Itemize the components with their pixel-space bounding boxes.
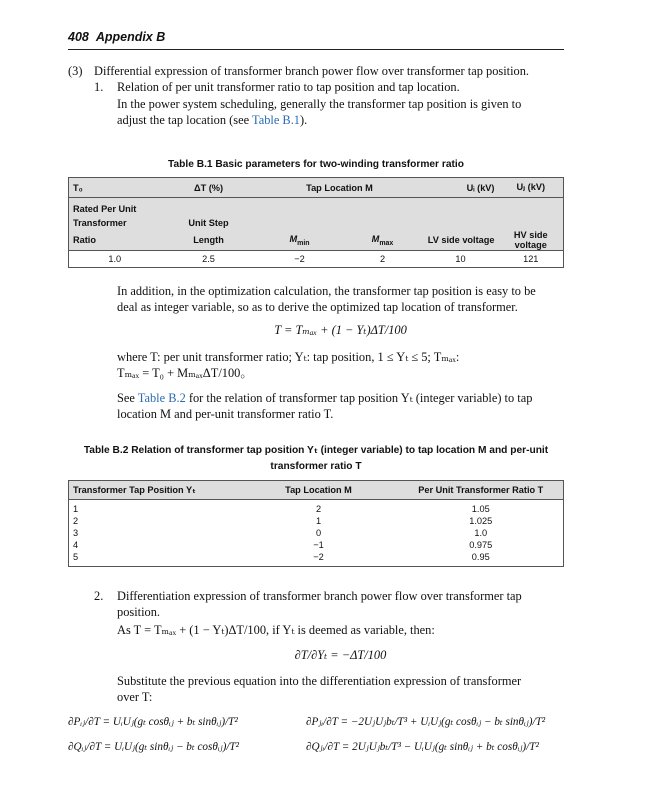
item-1-text-line-2 bbox=[117, 112, 307, 128]
table-b2-caption-line-2: transformer ratio T bbox=[270, 461, 362, 472]
table-cell: −2 bbox=[257, 251, 343, 268]
running-header bbox=[68, 30, 165, 44]
table-b1-mmin-label: $M_{min}$ bbox=[257, 230, 343, 251]
table-b1-unit-step-label-2: Length bbox=[161, 230, 257, 251]
table-b1-header-row bbox=[69, 178, 564, 198]
table-row: 2 1 1.025 bbox=[73, 516, 493, 526]
table-b1-rated-label-2: Transformer bbox=[69, 216, 161, 230]
table-b2-header-tap-location: Tap Location M bbox=[239, 481, 399, 500]
section-3-number: (3) bbox=[68, 64, 83, 78]
table-b1-unit-step-label-1: Unit Step bbox=[161, 216, 257, 230]
table-b1-header-delta-t: ΔT (%) bbox=[161, 178, 257, 198]
table-b1-lv-label: LV side voltage bbox=[423, 230, 499, 251]
item-2-line-1: Differentiation expression of transformer branch power flow over transformer tap bbox=[117, 589, 522, 603]
table-cell: 2 bbox=[343, 251, 423, 268]
table-b2-caption-line-1: Table B.2 Relation of transformer tap position Yₜ (integer variable) to tap location M and per-unit bbox=[83, 445, 549, 456]
header-rule bbox=[68, 49, 564, 50]
table-row: 5 −2 0.95 bbox=[73, 552, 490, 562]
item-1-number: 1. bbox=[94, 80, 104, 94]
item-2-line-4: Substitute the previous equation into the differentiation expression of transformer bbox=[117, 674, 522, 688]
table-b1-header-t0: T₀ bbox=[69, 178, 161, 198]
table-b1-rated-label-3: Ratio bbox=[69, 230, 161, 251]
item-1-text-line-1: In the power system scheduling, generally the transformer tap position is given to bbox=[117, 97, 522, 111]
table-row: 4 −1 0.975 bbox=[73, 540, 493, 550]
table-b1-subheader-row-1 bbox=[69, 198, 564, 217]
table-b2-header-ratio: Per Unit Transformer Ratio T bbox=[399, 481, 564, 500]
equation-dpji: ∂Pⱼᵢ/∂T = −2UⱼUⱼbₜ/T³ + UᵢUⱼ(gₜ cosθᵢⱼ − bₜ sinθᵢⱼ)/T² bbox=[306, 716, 546, 728]
item-1-title: Relation of per unit transformer ratio to tap position and tap location. bbox=[117, 80, 460, 94]
where-line-2: Tₘₐₓ = T₀ + MₘₐₓΔT/100。 bbox=[117, 366, 253, 380]
equation-dqij: ∂Qᵢⱼ/∂T = UᵢUⱼ(gₜ sinθᵢⱼ − bₜ cosθᵢⱼ)/T² bbox=[68, 741, 240, 753]
where-line-1: where T: per unit transformer ratio; Yₜ: tap position, 1 ≤ Yₜ ≤ 5; Tₘₐₓ: bbox=[117, 350, 460, 364]
table-b2-header-row bbox=[69, 481, 564, 500]
table-cell: 121 bbox=[499, 251, 564, 268]
table-b1-data-row bbox=[69, 251, 564, 268]
table-b1-caption: Table B.1 Basic parameters for two-winding transformer ratio bbox=[168, 159, 464, 170]
header-title: Appendix B bbox=[95, 30, 166, 44]
para-2-line-1: In addition, in the optimization calculation, the transformer tap position is easy to be bbox=[117, 284, 536, 298]
table-b1-subheader-row-3 bbox=[69, 230, 564, 251]
equation-dpij: ∂Pᵢⱼ/∂T = UᵢUⱼ(gₜ cosθᵢⱼ + bₜ sinθᵢⱼ)/T² bbox=[68, 716, 238, 728]
item-2-line-2: position. bbox=[117, 605, 161, 619]
table-b2 bbox=[68, 480, 564, 567]
table-cell: 1.0 bbox=[69, 251, 161, 268]
table-row: 3 0 1.0 bbox=[73, 528, 488, 538]
equation-dqji: ∂Qⱼᵢ/∂T = 2UⱼUⱼbₜ/T³ − UᵢUⱼ(gₜ sinθᵢⱼ + bₜ cosθᵢⱼ)/T² bbox=[306, 741, 539, 753]
item-1-text-prefix: adjust the tap location (see bbox=[117, 113, 252, 127]
item-2-line-3: As T = Tₘₐₓ + (1 − Yₜ)ΔT/100, if Yₜ is deemed as variable, then: bbox=[117, 623, 435, 637]
table-b1-link[interactable]: Table B.1 bbox=[252, 113, 300, 127]
equation-dt-dy: ∂T/∂Yₜ = −ΔT/100 bbox=[294, 648, 387, 662]
equation-t: T = Tₘₐₓ + (1 − Yₜ)ΔT/100 bbox=[274, 323, 407, 337]
item-2-number: 2. bbox=[94, 589, 104, 603]
see-table-line-1: See Table B.2 for the relation of transformer tap position Yₜ (integer variable) to tap bbox=[117, 391, 533, 405]
table-b2-header-tap-position: Transformer Tap Position Yₜ bbox=[69, 481, 239, 500]
page-number: 408 bbox=[68, 30, 89, 44]
table-b1-header-tap-location: Tap Location M bbox=[257, 178, 423, 198]
table-cell: 2.5 bbox=[161, 251, 257, 268]
table-b1 bbox=[68, 177, 564, 268]
section-3-title: Differential expression of transformer branch power flow over transformer tap position. bbox=[94, 64, 530, 78]
table-b1-mmax-label: $M_{max}$ bbox=[343, 230, 423, 251]
table-cell: 10 bbox=[423, 251, 499, 268]
table-row: 1 2 1.05 bbox=[73, 504, 490, 514]
table-b1-header-uj: Uⱼ (kV) bbox=[499, 178, 564, 198]
table-b1-header-ui: Uᵢ (kV) bbox=[423, 178, 499, 198]
item-1-text-suffix: ). bbox=[300, 113, 308, 127]
table-b1-rated-label-1: Rated Per Unit bbox=[69, 198, 161, 217]
item-2-line-5: over T: bbox=[117, 690, 153, 704]
table-b1-hv-label: HV side voltage bbox=[499, 230, 564, 251]
para-2-line-2: deal as integer variable, so as to derive the optimized tap location of transformer. bbox=[117, 300, 518, 314]
table-b2-link[interactable]: Table B.2 bbox=[137, 391, 186, 405]
see-table-line-2: location M and per-unit transformer ratio T. bbox=[117, 407, 334, 421]
table-b1-subheader-row-2 bbox=[69, 216, 564, 230]
